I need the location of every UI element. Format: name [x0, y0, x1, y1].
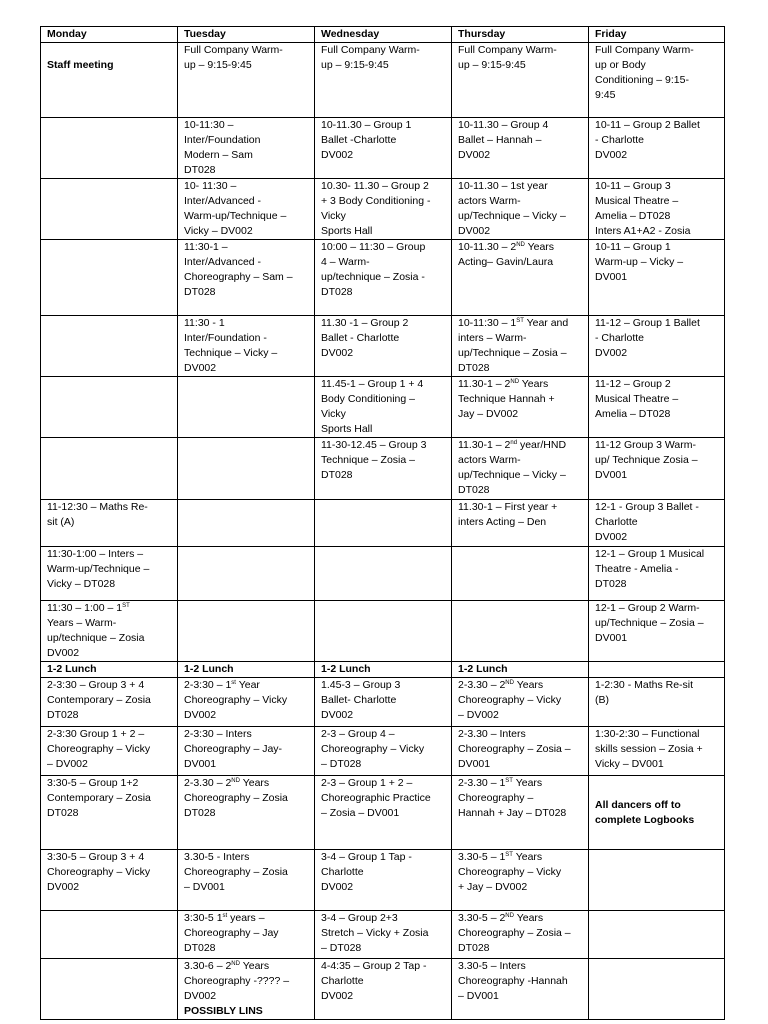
cell-monday	[41, 240, 178, 316]
table-row	[41, 240, 725, 316]
header-tuesday: Tuesday	[178, 27, 315, 43]
cell-thursday: 2-3.30 – 2ND Years Choreography – Vicky – DV002	[452, 678, 589, 727]
table-row	[41, 959, 725, 1020]
table-row	[41, 179, 725, 240]
cell-note: POSSIBLY LINS	[184, 1005, 263, 1017]
timetable	[40, 26, 725, 1020]
cell-thursday: Full Company Warm- up – 9:15-9:45	[452, 43, 589, 118]
cell-friday	[589, 911, 725, 959]
cell-monday: 11-12:30 – Maths Re- sit (A)	[41, 500, 178, 547]
cell-thursday	[452, 601, 589, 662]
cell-monday	[41, 959, 178, 1020]
cell-tuesday: Full Company Warm- up – 9:15-9:45	[178, 43, 315, 118]
header-thursday: Thursday	[452, 27, 589, 43]
cell-wednesday	[315, 601, 452, 662]
cell-tuesday: 10- 11:30 – Inter/Advanced - Warm-up/Technique – Vicky – DV002	[178, 179, 315, 240]
cell-friday	[589, 662, 725, 678]
cell-friday: All dancers off to complete Logbooks	[589, 776, 725, 850]
header-friday: Friday	[589, 27, 725, 43]
cell-monday: 3:30-5 – Group 3 + 4 Choreography – Vicky DV002	[41, 850, 178, 911]
cell-monday	[41, 118, 178, 179]
cell-thursday: 10-11.30 – 2ND Years Acting– Gavin/Laura	[452, 240, 589, 316]
cell-wednesday: 1.45-3 – Group 3 Ballet- Charlotte DV002	[315, 678, 452, 727]
timetable-body	[41, 43, 725, 1020]
cell-wednesday: 10.30- 11.30 – Group 2 + 3 Body Conditioning - Vicky Sports Hall	[315, 179, 452, 240]
cell-thursday: 3.30-5 – 2ND Years Choreography – Zosia – DT028	[452, 911, 589, 959]
cell-friday: 1-2:30 - Maths Re-sit (B)	[589, 678, 725, 727]
table-row	[41, 601, 725, 662]
table-row	[41, 43, 725, 118]
cell-friday: 12-1 – Group 2 Warm- up/Technique – Zosia – DV001	[589, 601, 725, 662]
cell-thursday	[452, 547, 589, 601]
cell-wednesday	[315, 547, 452, 601]
cell-monday	[41, 316, 178, 377]
cell-monday	[41, 911, 178, 959]
cell-monday	[41, 377, 178, 438]
cell-tuesday: 3.30-5 - Inters Choreography – Zosia – DV001	[178, 850, 315, 911]
cell-thursday: 2-3.30 – 1ST Years Choreography – Hannah + Jay – DT028	[452, 776, 589, 850]
cell-monday: 1-2 Lunch	[41, 662, 178, 678]
table-row	[41, 438, 725, 500]
cell-tuesday: 2-3:30 – 1st Year Choreography – Vicky DV002	[178, 678, 315, 727]
cell-wednesday: 11-30-12.45 – Group 3 Technique – Zosia – DT028	[315, 438, 452, 500]
cell-wednesday: 2-3 – Group 1 + 2 – Choreographic Practice – Zosia – DV001	[315, 776, 452, 850]
cell-friday: 1:30-2:30 – Functional skills session – Zosia + Vicky – DV001	[589, 727, 725, 776]
cell-tuesday: 11:30-1 – Inter/Advanced - Choreography – Sam – DT028	[178, 240, 315, 316]
cell-thursday: 10-11.30 – 1st year actors Warm- up/Technique – Vicky – DV002	[452, 179, 589, 240]
table-row	[41, 911, 725, 959]
table-row	[41, 500, 725, 547]
cell-tuesday: 2-3:30 – Inters Choreography – Jay- DV001	[178, 727, 315, 776]
cell-thursday: 3.30-5 – Inters Choreography -Hannah – DV001	[452, 959, 589, 1020]
cell-tuesday	[178, 601, 315, 662]
cell-tuesday	[178, 547, 315, 601]
cell-wednesday	[315, 500, 452, 547]
cell-tuesday	[178, 500, 315, 547]
cell-friday: 12-1 - Group 3 Ballet - Charlotte DV002	[589, 500, 725, 547]
cell-monday: 2-3:30 – Group 3 + 4 Contemporary – Zosia DT028	[41, 678, 178, 727]
header-row	[41, 27, 725, 43]
cell-wednesday: 3-4 – Group 2+3 Stretch – Vicky + Zosia – DT028	[315, 911, 452, 959]
cell-thursday: 11.30-1 – 2nd year/HND actors Warm- up/Technique – Vicky – DT028	[452, 438, 589, 500]
cell-tuesday: 10-11:30 – Inter/Foundation Modern – Sam DT028	[178, 118, 315, 179]
cell-thursday: 10-11:30 – 1ST Year and inters – Warm- up/Technique – Zosia – DT028	[452, 316, 589, 377]
cell-monday: Staff meeting	[41, 43, 178, 118]
table-row	[41, 662, 725, 678]
cell-wednesday: 3-4 – Group 1 Tap - Charlotte DV002	[315, 850, 452, 911]
cell-friday: 11-12 – Group 1 Ballet - Charlotte DV002	[589, 316, 725, 377]
cell-monday	[41, 179, 178, 240]
cell-wednesday: 4-4:35 – Group 2 Tap - Charlotte DV002	[315, 959, 452, 1020]
cell-tuesday: 11:30 - 1 Inter/Foundation - Technique – Vicky – DV002	[178, 316, 315, 377]
cell-thursday: 11.30-1 – First year + inters Acting – Den	[452, 500, 589, 547]
cell-monday: 2-3:30 Group 1 + 2 – Choreography – Vicky – DV002	[41, 727, 178, 776]
header-wednesday: Wednesday	[315, 27, 452, 43]
cell-wednesday: 10:00 – 11:30 – Group 4 – Warm- up/technique – Zosia - DT028	[315, 240, 452, 316]
cell-friday: Full Company Warm- up or Body Conditioning – 9:15- 9:45	[589, 43, 725, 118]
cell-friday: 11-12 – Group 2 Musical Theatre – Amelia – DT028	[589, 377, 725, 438]
cell-monday	[41, 438, 178, 500]
cell-friday	[589, 850, 725, 911]
cell-friday: 10-11 – Group 1 Warm-up – Vicky – DV001	[589, 240, 725, 316]
cell-tuesday: 1-2 Lunch	[178, 662, 315, 678]
cell-friday: 11-12 Group 3 Warm- up/ Technique Zosia – DV001	[589, 438, 725, 500]
cell-monday: 3:30-5 – Group 1+2 Contemporary – Zosia DT028	[41, 776, 178, 850]
cell-friday	[589, 959, 725, 1020]
cell-thursday: 10-11.30 – Group 4 Ballet – Hannah – DV002	[452, 118, 589, 179]
table-row	[41, 547, 725, 601]
cell-tuesday: 3.30-6 – 2ND Years Choreography -???? – DV002 POSSIBLY LINS	[178, 959, 315, 1020]
cell-thursday: 11.30-1 – 2ND Years Technique Hannah + Jay – DV002	[452, 377, 589, 438]
cell-thursday: 2-3.30 – Inters Choreography – Zosia – DV001	[452, 727, 589, 776]
cell-tuesday	[178, 377, 315, 438]
cell-friday: 12-1 – Group 1 Musical Theatre - Amelia - DT028	[589, 547, 725, 601]
table-row	[41, 727, 725, 776]
table-row	[41, 850, 725, 911]
cell-monday: 11:30 – 1:00 – 1ST Years – Warm- up/technique – Zosia DV002	[41, 601, 178, 662]
cell-wednesday: 2-3 – Group 4 – Choreography – Vicky – DT028	[315, 727, 452, 776]
cell-wednesday: 10-11.30 – Group 1 Ballet -Charlotte DV002	[315, 118, 452, 179]
table-row	[41, 377, 725, 438]
cell-tuesday: 3:30-5 1st years – Choreography – Jay DT028	[178, 911, 315, 959]
cell-wednesday: 1-2 Lunch	[315, 662, 452, 678]
cell-wednesday: Full Company Warm- up – 9:15-9:45	[315, 43, 452, 118]
cell-monday: 11:30-1:00 – Inters – Warm-up/Technique – Vicky – DT028	[41, 547, 178, 601]
table-row	[41, 678, 725, 727]
cell-tuesday	[178, 438, 315, 500]
cell-wednesday: 11.30 -1 – Group 2 Ballet - Charlotte DV002	[315, 316, 452, 377]
cell-wednesday: 11.45-1 – Group 1 + 4 Body Conditioning – Vicky Sports Hall	[315, 377, 452, 438]
cell-thursday: 3.30-5 – 1ST Years Choreography – Vicky + Jay – DV002	[452, 850, 589, 911]
header-monday: Monday	[41, 27, 178, 43]
cell-tuesday: 2-3.30 – 2ND Years Choreography – Zosia DT028	[178, 776, 315, 850]
table-row	[41, 776, 725, 850]
table-row	[41, 118, 725, 179]
table-row	[41, 316, 725, 377]
cell-friday: 10-11 – Group 2 Ballet - Charlotte DV002	[589, 118, 725, 179]
cell-thursday: 1-2 Lunch	[452, 662, 589, 678]
cell-friday: 10-11 – Group 3 Musical Theatre – Amelia – DT028 Inters A1+A2 - Zosia	[589, 179, 725, 240]
